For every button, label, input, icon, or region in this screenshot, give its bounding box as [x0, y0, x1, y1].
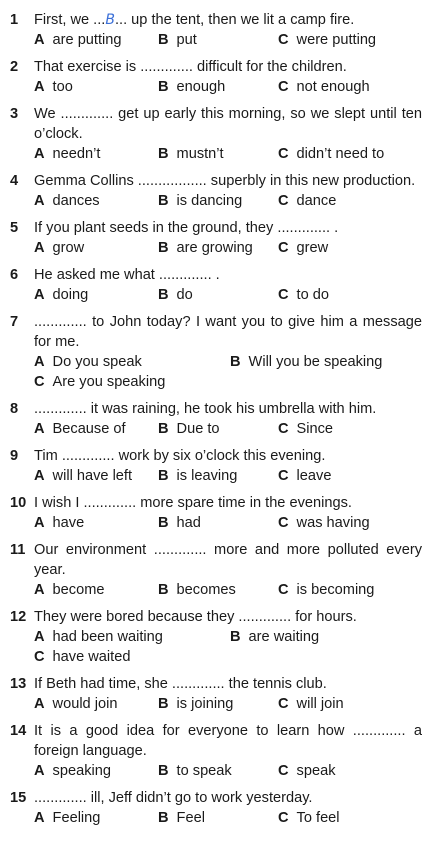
- option-a[interactable]: A Do you speak: [34, 354, 142, 370]
- option-b[interactable]: B is dancing: [158, 193, 243, 209]
- question-stem: Our environment ............. more and more polluted every year.: [34, 542, 422, 578]
- option-c[interactable]: C have waited: [34, 649, 131, 665]
- options-row: [34, 694, 422, 714]
- option-a[interactable]: A become: [34, 582, 105, 598]
- option-b[interactable]: B mustn’t: [158, 146, 224, 162]
- options-row: [34, 761, 422, 781]
- question-stem: ............. to John today? I want you to give him a message for me.: [34, 314, 422, 350]
- option-c[interactable]: C was having: [278, 515, 370, 531]
- option-c[interactable]: C didn’t need to: [278, 146, 385, 162]
- option-c[interactable]: C dance: [278, 193, 337, 209]
- question-number: 15: [10, 790, 27, 806]
- question-stem: [34, 10, 422, 30]
- option-c[interactable]: C not enough: [278, 79, 370, 95]
- option-b[interactable]: B Will you be speaking: [230, 354, 383, 370]
- question-stem: Gemma Collins ................. superbly in this new production.: [34, 173, 416, 189]
- option-c[interactable]: C Are you speaking: [34, 374, 166, 390]
- handwritten-answer: B: [105, 12, 115, 28]
- option-c[interactable]: C is becoming: [278, 582, 375, 598]
- question-14: [10, 721, 422, 781]
- question-number: 13: [10, 676, 27, 692]
- question-number: 1: [10, 12, 19, 28]
- question-stem: They were bored because they ............. for hours.: [34, 609, 357, 625]
- question-number: 5: [10, 220, 19, 236]
- option-b[interactable]: B are growing: [158, 240, 253, 256]
- option-a[interactable]: A would join: [34, 696, 118, 712]
- question-stem: That exercise is ............. difficult for the children.: [34, 59, 347, 75]
- question-5: [10, 218, 422, 258]
- question-number: 9: [10, 448, 19, 464]
- question-number: 10: [10, 495, 27, 511]
- question-stem: We ............. get up early this morning, so we slept until ten o’clock.: [34, 106, 422, 142]
- options-row: [34, 30, 422, 50]
- options-row: [34, 191, 422, 211]
- option-a[interactable]: A needn’t: [34, 146, 101, 162]
- question-number: 12: [10, 609, 27, 625]
- question-number: 8: [10, 401, 19, 417]
- question-3: [10, 104, 422, 164]
- option-a[interactable]: A will have left: [34, 468, 133, 484]
- option-c[interactable]: C will join: [278, 696, 344, 712]
- option-b[interactable]: B enough: [158, 79, 226, 95]
- option-a[interactable]: A dances: [34, 193, 100, 209]
- option-a[interactable]: A have: [34, 515, 85, 531]
- option-a[interactable]: A Because of: [34, 421, 126, 437]
- option-c[interactable]: C leave: [278, 468, 332, 484]
- options-row: [34, 144, 422, 164]
- question-stem: He asked me what ............. .: [34, 267, 220, 283]
- option-c[interactable]: C To feel: [278, 810, 340, 826]
- question-number: 11: [10, 542, 26, 558]
- question-11: [10, 540, 422, 600]
- option-c[interactable]: C were putting: [278, 32, 377, 48]
- options-row: [34, 352, 422, 392]
- question-stem: I wish I ............. more spare time in the evenings.: [34, 495, 352, 511]
- option-a[interactable]: A too: [34, 79, 73, 95]
- question-stem: Tim ............. work by six o’clock this evening.: [34, 448, 326, 464]
- question-number: 2: [10, 59, 19, 75]
- question-number: 6: [10, 267, 19, 283]
- question-stem: If you plant seeds in the ground, they ............. .: [34, 220, 339, 236]
- question-15: [10, 788, 422, 828]
- option-b[interactable]: B put: [158, 32, 197, 48]
- question-6: [10, 265, 422, 305]
- question-stem: ............. ill, Jeff didn’t go to work yesterday.: [34, 790, 313, 806]
- options-row: [34, 77, 422, 97]
- option-c[interactable]: C speak: [278, 763, 336, 779]
- options-row: [34, 808, 422, 828]
- option-a[interactable]: A are putting: [34, 32, 122, 48]
- options-row: [34, 580, 422, 600]
- stem-part: ... up the tent, then we lit a camp fire.: [114, 12, 355, 28]
- question-9: [10, 446, 422, 486]
- options-row: [34, 419, 422, 439]
- question-1: [10, 10, 422, 50]
- question-13: [10, 674, 422, 714]
- option-c[interactable]: C Since: [278, 421, 334, 437]
- option-a[interactable]: A Feeling: [34, 810, 101, 826]
- question-number: 4: [10, 173, 19, 189]
- option-b[interactable]: B Due to: [158, 421, 220, 437]
- option-b[interactable]: B are waiting: [230, 629, 320, 645]
- stem-part: First, we ...: [34, 12, 106, 28]
- option-b[interactable]: B do: [158, 287, 193, 303]
- question-7: [10, 312, 422, 392]
- option-a[interactable]: A had been waiting: [34, 629, 163, 645]
- option-a[interactable]: A doing: [34, 287, 89, 303]
- question-stem: ............. it was raining, he took his umbrella with him.: [34, 401, 377, 417]
- options-row: [34, 513, 422, 533]
- option-a[interactable]: A grow: [34, 240, 85, 256]
- option-b[interactable]: B is leaving: [158, 468, 238, 484]
- options-row: [34, 285, 422, 305]
- question-2: [10, 57, 422, 97]
- question-10: [10, 493, 422, 533]
- question-number: 14: [10, 723, 27, 739]
- option-b[interactable]: B to speak: [158, 763, 232, 779]
- option-c[interactable]: C grew: [278, 240, 329, 256]
- option-b[interactable]: B Feel: [158, 810, 205, 826]
- question-stem: It is a good idea for everyone to learn how ............. a foreign language.: [34, 723, 422, 759]
- question-12: [10, 607, 422, 667]
- option-a[interactable]: A speaking: [34, 763, 111, 779]
- option-c[interactable]: C to do: [278, 287, 330, 303]
- question-4: [10, 171, 422, 211]
- question-number: 3: [10, 106, 19, 122]
- question-8: [10, 399, 422, 439]
- question-stem: If Beth had time, she ............. the tennis club.: [34, 676, 327, 692]
- options-row: [34, 466, 422, 486]
- options-row: [34, 238, 422, 258]
- question-number: 7: [10, 314, 19, 330]
- option-b[interactable]: B becomes: [158, 582, 236, 598]
- option-b[interactable]: B is joining: [158, 696, 234, 712]
- option-b[interactable]: B had: [158, 515, 201, 531]
- options-row: [34, 627, 422, 667]
